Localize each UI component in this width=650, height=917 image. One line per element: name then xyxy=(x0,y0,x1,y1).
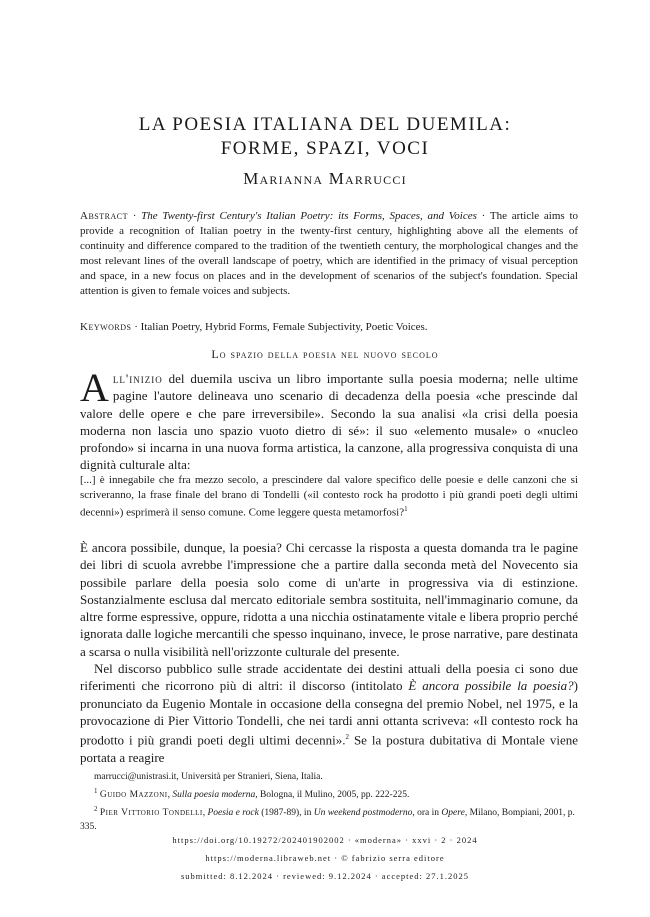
footnote-2-mid: (1987-89), in xyxy=(258,808,314,819)
paragraph-1-text: del duemila usciva un libro importante sulla poesia moderna; nelle ultime pagine l'autore delineava uno scenario di decadenza della poesia «che prescinde dal valore delle opere e che pare irreversibile». Secondo la sua analisi «la crisi della poesia moderna non lascia uno spazio vuoto dietro di sé»: il suo «elemento musale» o «nucleo profondo» si incarna in una nuova forma artistica, la canzone, alla progressiva conquista di una dignità culturale alta: xyxy=(80,371,578,473)
quote-text: [...] è innegabile che fra mezzo secolo, a prescindere dal valore specifico delle poesie e delle canzoni che si scriveranno, la frase finale del brano di Tondelli («il contesto rock ha prodotto i più grandi poeti degli ultimi decenni») esprimerà il senso comune. Come leggere questa metamorfosi? xyxy=(80,474,578,519)
footnote-2-number: 2 xyxy=(94,805,98,814)
paragraph-2: È ancora possibile, dunque, la poesia? Chi cercasse la risposta a questa domanda tra le pagine dei libri di scuola avrebbe l'impressione che a partire dalla seconda metà del Novecento sia possibile parlare della poesia solo come di un'arte in progressiva via di estinzione. Sostanzialmente esclusa dal mercato editoriale sembra sostituita, nell'immaginario comune, da altre forme espressive, oppure, ridotta a una nicchia ostinatamente vitale e libera proprio perché ignorata dalle logiche mercantili che spesso inquinano, invece, le prose narrative, pare destinata a scarsa o nulla visibilità nell'orizzonte culturale del presente. xyxy=(80,540,578,659)
article-title xyxy=(0,113,650,161)
keywords-text: Italian Poetry, Hybrid Forms, Female Subjectivity, Poetic Voices. xyxy=(140,321,428,333)
footnote-ref-1[interactable]: 1 xyxy=(404,505,408,513)
footnote-ref-2[interactable]: 2 xyxy=(345,733,349,742)
paragraph-1 xyxy=(80,365,578,474)
keywords-separator: · xyxy=(131,321,141,333)
footnote-1-author: Guido Mazzoni xyxy=(99,790,168,801)
abstract-separator-2: · xyxy=(476,210,490,222)
block-quote xyxy=(80,473,578,520)
footnotes xyxy=(80,770,578,834)
submission-dates: submitted: 8.12.2024 · reviewed: 9.12.2024 · accepted: 27.1.2025 xyxy=(180,871,470,881)
footnote-2-mid-2: , ora in xyxy=(412,808,442,819)
keywords xyxy=(80,320,578,335)
footnote-2-book: Un weekend postmoderno xyxy=(313,808,413,819)
footnote-1-rest: , Bologna, il Mulino, 2005, pp. 222-225. xyxy=(255,790,410,801)
footnote-1-title: Sulla poesia moderna xyxy=(172,790,256,801)
paragraph-3 xyxy=(80,660,578,766)
article-title-line-2: FORME, SPAZI, VOCI xyxy=(220,138,430,159)
abstract-label: Abstract xyxy=(80,210,128,222)
montale-speech-title: È ancora possibile la poesia? xyxy=(408,678,574,694)
article-title-line-1: LA POESIA ITALIANA DEL DUEMILA: xyxy=(138,114,512,135)
footnote-2-author: Pier Vittorio Tondelli xyxy=(99,808,203,819)
paragraph-3-text-b: ) pronunciato da Eugenio Montale in occasione della consegna del premio Nobel, nel 1975, e la provocazione di Pier Vittorio Tondelli, che nei tardi anni ottanta scriveva: «Il contesto rock ha prodotto i più grandi poeti degli ultimi decenni». xyxy=(80,678,579,748)
footnote-2: $^2$ Pier Vittorio Tondelli, Poesia e rock (1987-89), in Un weekend postmoderno, ora in Opere, Milano, Bompiani, 2001, p. 335. xyxy=(80,805,575,833)
abstract xyxy=(80,209,578,299)
doi-line[interactable]: https://doi.org/10.19272/202401902002 · «moderna» · xxvi · 2 · 2024 xyxy=(172,835,478,845)
footnote-1: $^1$ Guido Mazzoni, Sulla poesia moderna, Bologna, il Mulino, 2005, pp. 222-225. xyxy=(94,787,410,801)
footnote-2-rest: , Milano, Bompiani, 2001, p. 335. xyxy=(80,808,575,833)
abstract-english-title: The Twenty-first Century's Italian Poetry: its Forms, Spaces, and Voices xyxy=(141,210,477,222)
publisher-line[interactable]: https://moderna.libraweb.net · © fabrizio serra editore xyxy=(205,853,445,863)
footnote-2-title: Poesia e rock xyxy=(207,808,259,819)
footnote-1-number: 1 xyxy=(94,787,98,795)
paragraph-lead: ll'inizio xyxy=(112,371,163,386)
section-heading: Lo spazio della poesia nel nuovo secolo xyxy=(211,347,439,361)
author-affiliation: marrucci@unistrasi.it, Università per Stranieri, Siena, Italia. xyxy=(94,772,323,782)
paragraph-3-text-a: Nel discorso pubblico sulle strade accidentate dei destini attuali della poesia ci sono due riferimenti che ricorrono più di altri: il discorso (intitolato xyxy=(80,661,578,694)
author-name: Marianna Marrucci xyxy=(243,169,407,188)
abstract-text: The article aims to provide a recognition of Italian poetry in the twenty-first century, highlighting above all the elements of continuity and difference compared to the tradition of the twentieth century, the morphological changes and the most relevant lines of the overall landscape of poetry, which are identified in the primacy of visual perception and space, in a new focus on places and in the development of scenarios of the subject's foundation. Special attention is given to female voices and subjects. xyxy=(80,210,578,297)
body-paragraphs xyxy=(80,539,578,766)
footnote-2-opere: Opere xyxy=(441,808,465,819)
paragraph-3-text-c: Se la postura dubitativa di Montale viene portata a reagire xyxy=(80,732,578,765)
abstract-separator: · xyxy=(127,210,142,222)
keywords-label: Keywords xyxy=(80,321,132,333)
drop-cap: A xyxy=(80,365,109,410)
